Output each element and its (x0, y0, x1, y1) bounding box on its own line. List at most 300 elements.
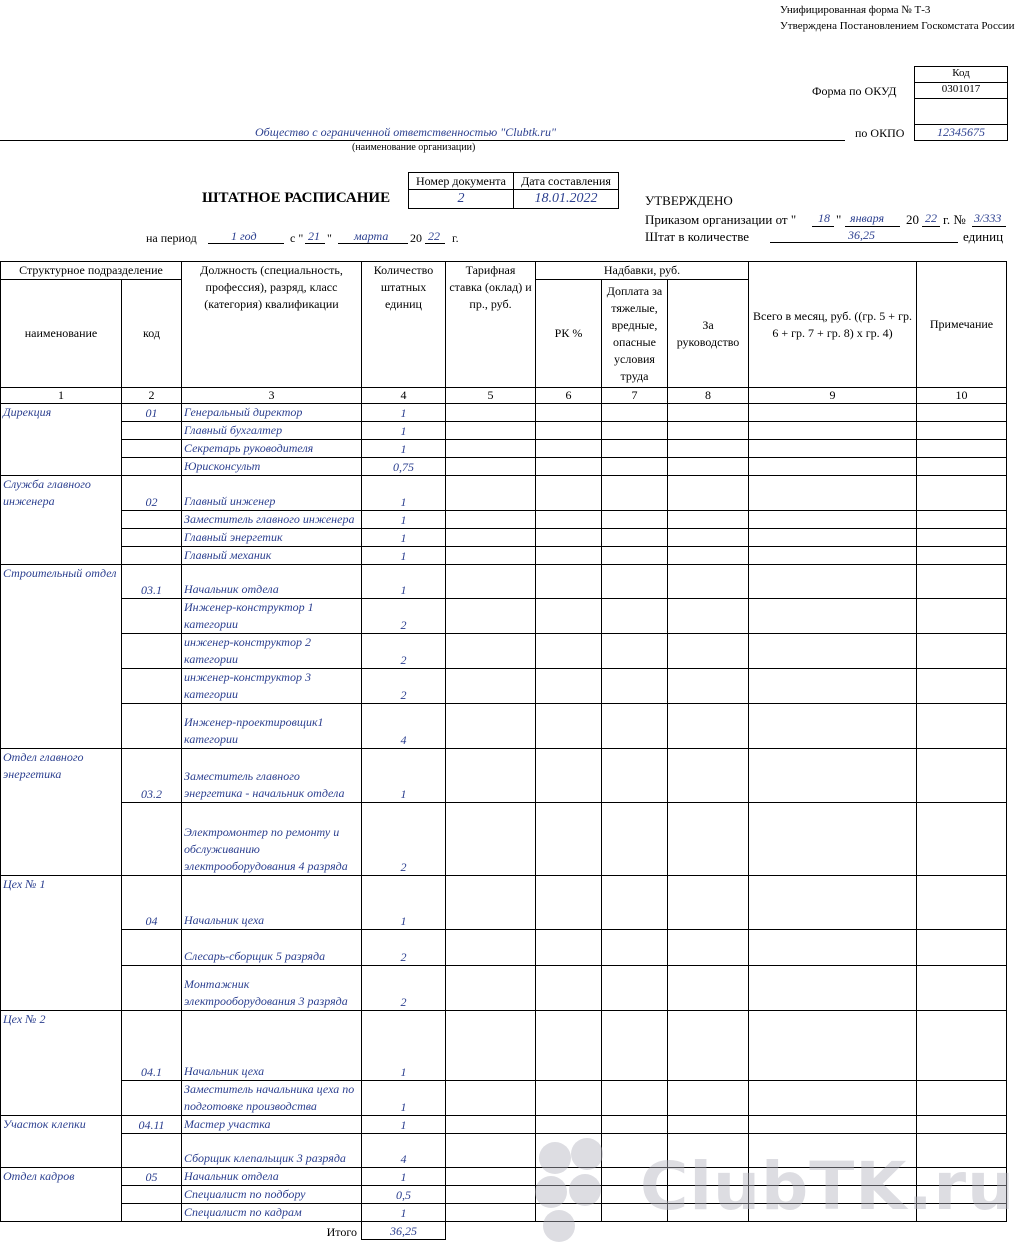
position-name: Секретарь руководителя (182, 440, 362, 458)
th-position: Должность (специальность, профессия), разряд, класс (категория) квалификации (182, 262, 362, 388)
col-num: 8 (668, 388, 749, 404)
empty-cell (749, 422, 917, 440)
empty-cell (536, 966, 602, 1011)
page-title: ШТАТНОЕ РАСПИСАНИЕ (202, 190, 391, 206)
year-prefix: 20 (410, 231, 422, 245)
empty-cell (602, 458, 668, 476)
table-row (1, 966, 1007, 1011)
empty-cell (668, 669, 749, 704)
empty-cell (446, 547, 536, 565)
staff-count: 1 (362, 1168, 446, 1186)
empty-cell (536, 440, 602, 458)
order-num-value: 3/333 (974, 211, 1002, 225)
position-name: Слесарь-сборщик 5 разряда (182, 930, 362, 966)
dept-code (122, 1186, 182, 1204)
dept-code (122, 634, 182, 669)
empty-cell (749, 749, 917, 803)
empty-cell (917, 966, 1007, 1011)
empty-cell (602, 704, 668, 749)
order-quote: " (836, 212, 842, 227)
empty-cell (536, 669, 602, 704)
col-num: 3 (182, 388, 362, 404)
empty-cell (668, 529, 749, 547)
empty-cell (668, 599, 749, 634)
empty-cell (536, 634, 602, 669)
empty-cell (749, 1116, 917, 1134)
dept-code (122, 704, 182, 749)
empty-cell (536, 547, 602, 565)
staff-count: 1 (362, 1081, 446, 1116)
empty-cell (536, 599, 602, 634)
empty-cell (749, 930, 917, 966)
empty-cell (749, 704, 917, 749)
org-underline (0, 140, 845, 141)
dept-code: 01 (122, 404, 182, 422)
empty-cell (536, 876, 602, 930)
empty-cell (446, 404, 536, 422)
empty-cell (446, 1116, 536, 1134)
col-num: 2 (122, 388, 182, 404)
empty-cell (749, 529, 917, 547)
dept-code (122, 1134, 182, 1168)
form-line1: Унифицированная форма № Т-3 (780, 4, 931, 16)
col-num: 5 (446, 388, 536, 404)
dept-code (122, 458, 182, 476)
okpo-label: по ОКПО (855, 126, 905, 140)
position-name: Инженер-проектировщик1 категории (182, 704, 362, 749)
staff-label: Штат в количестве (645, 229, 750, 244)
empty-cell (749, 599, 917, 634)
empty-cell (446, 749, 536, 803)
empty-cell (749, 565, 917, 599)
empty-cell (602, 1081, 668, 1116)
position-name: Заместитель начальника цеха по подготовке производства (182, 1081, 362, 1116)
year-underline (425, 243, 445, 244)
staff-count: 1 (362, 1116, 446, 1134)
table-row (1, 803, 1007, 876)
empty-cell (668, 476, 749, 511)
period-underline (208, 243, 284, 244)
position-name: Начальник отдела (182, 1168, 362, 1186)
empty-cell (446, 1186, 536, 1204)
th-note: Примечание (917, 262, 1007, 388)
empty-cell (602, 634, 668, 669)
empty-cell (536, 930, 602, 966)
empty-cell (917, 749, 1007, 803)
table-row (1, 422, 1007, 440)
position-name: Начальник цеха (182, 876, 362, 930)
order-month: января (850, 211, 885, 225)
empty-cell (446, 1011, 536, 1081)
dept-code: 04.11 (122, 1116, 182, 1134)
order-year-prefix: 20 (906, 212, 919, 227)
year-end: г. (452, 231, 459, 245)
dept-code (122, 1204, 182, 1222)
empty-cell (917, 704, 1007, 749)
dept-code: 03.2 (122, 749, 182, 803)
table-row (1, 930, 1007, 966)
table-row (1, 599, 1007, 634)
empty-cell (917, 565, 1007, 599)
empty-cell (536, 565, 602, 599)
dept-code (122, 930, 182, 966)
position-name: Заместитель главного инженера (182, 511, 362, 529)
position-name: Специалист по подбору (182, 1186, 362, 1204)
okud-value: 0301017 (914, 82, 1008, 99)
th-allowances: Надбавки, руб. (536, 262, 749, 280)
empty-cell (668, 440, 749, 458)
empty-cell (602, 440, 668, 458)
dept-code: 02 (122, 476, 182, 511)
empty-cell (749, 440, 917, 458)
empty-cell (446, 1204, 536, 1222)
position-name: Главный энергетик (182, 529, 362, 547)
position-name: Заместитель главного энергетика - начальник отдела (182, 749, 362, 803)
staff-count: 4 (362, 704, 446, 749)
position-name: Электромонтер по ремонту и обслуживанию электрооборудования 4 разряда (182, 803, 362, 876)
total-label: Итого (326, 1224, 357, 1239)
col-num: 6 (536, 388, 602, 404)
empty-cell (917, 1011, 1007, 1081)
position-name: Начальник отдела (182, 565, 362, 599)
empty-cell (917, 930, 1007, 966)
empty-cell (749, 966, 917, 1011)
th-dept: Структурное подразделение (1, 262, 182, 280)
empty-cell (749, 511, 917, 529)
table-row (1, 404, 1007, 422)
empty-cell (668, 547, 749, 565)
empty-cell (749, 876, 917, 930)
empty-cell (917, 599, 1007, 634)
empty-cell (668, 404, 749, 422)
table-row (1, 1081, 1007, 1116)
empty-cell (917, 876, 1007, 930)
empty-cell (446, 803, 536, 876)
empty-cell (446, 529, 536, 547)
empty-cell (917, 547, 1007, 565)
th-hazard: Доплата за тяжелые, вредные, опасные условия труда (602, 280, 668, 388)
dept-name: Цех № 2 (1, 1011, 122, 1116)
empty-cell (446, 876, 536, 930)
staff-count: 0,5 (362, 1186, 446, 1204)
dept-name: Строительный отдел (1, 565, 122, 749)
staff-count: 2 (362, 634, 446, 669)
position-name: Сборщик клепальщик 3 разряда (182, 1134, 362, 1168)
position-name: Мастер участка (182, 1116, 362, 1134)
order-year-suffix: 22 (925, 211, 937, 225)
staff-count: 2 (362, 930, 446, 966)
empty-cell (668, 704, 749, 749)
empty-cell (917, 440, 1007, 458)
staff-count: 1 (362, 876, 446, 930)
doc-num-value: 2 (409, 190, 514, 209)
order-day-underline (812, 226, 834, 227)
empty-cell (668, 749, 749, 803)
table-row (1, 440, 1007, 458)
table-row (1, 565, 1007, 599)
dept-code (122, 599, 182, 634)
empty-cell (446, 966, 536, 1011)
empty-cell (602, 930, 668, 966)
order-label: Приказом организации от " (645, 212, 797, 227)
dept-code (122, 440, 182, 458)
dept-code: 05 (122, 1168, 182, 1186)
from-label: с " (290, 231, 304, 245)
approved-label: УТВЕРЖДЕНО (645, 193, 733, 208)
from-quote: " (327, 231, 332, 245)
empty-cell (917, 511, 1007, 529)
empty-cell (446, 599, 536, 634)
column-numbers (1, 388, 1007, 404)
empty-cell (602, 547, 668, 565)
dept-code: 04 (122, 876, 182, 930)
empty-cell (446, 511, 536, 529)
code-box-empty (914, 98, 1008, 125)
empty-cell (668, 634, 749, 669)
empty-cell (749, 476, 917, 511)
th-dept-code: код (122, 280, 182, 388)
empty-cell (749, 803, 917, 876)
doc-date-value: 18.01.2022 (514, 190, 619, 209)
empty-cell (668, 966, 749, 1011)
empty-cell (602, 599, 668, 634)
position-name: Главный механик (182, 547, 362, 565)
th-management: За руководство (668, 280, 749, 388)
order-year-underline (922, 226, 940, 227)
empty-cell (668, 565, 749, 599)
org-name: Общество с ограниченной ответственностью "Clubtk.ru" (255, 125, 556, 139)
empty-cell (917, 458, 1007, 476)
staff-value: 36,25 (848, 228, 875, 242)
col-num: 7 (602, 388, 668, 404)
empty-cell (536, 803, 602, 876)
position-name: Генеральный директор (182, 404, 362, 422)
th-rate: Тарифная ставка (оклад) и пр., руб. (446, 262, 536, 388)
dept-name: Отдел главного энергетика (1, 749, 122, 876)
col-num: 10 (917, 388, 1007, 404)
table-row (1, 634, 1007, 669)
order-num-label: г. № (943, 212, 966, 227)
empty-cell (917, 529, 1007, 547)
form-line2: Утверждена Постановлением Госкомстата России (780, 20, 1015, 32)
table-body (1, 404, 1007, 1222)
order-day: 18 (818, 211, 830, 225)
staff-count: 1 (362, 1204, 446, 1222)
from-day-underline (305, 243, 325, 244)
dept-name: Дирекция (1, 404, 122, 476)
empty-cell (917, 669, 1007, 704)
staff-count: 1 (362, 749, 446, 803)
empty-cell (446, 476, 536, 511)
year-suffix: 22 (428, 229, 440, 243)
staff-count: 1 (362, 476, 446, 511)
staff-count: 4 (362, 1134, 446, 1168)
empty-cell (536, 476, 602, 511)
table-row (1, 749, 1007, 803)
dept-code (122, 511, 182, 529)
empty-cell (536, 458, 602, 476)
dept-code (122, 422, 182, 440)
watermark-text: ClubTK.ru (640, 1148, 1016, 1225)
doc-number-table (408, 172, 619, 209)
empty-cell (446, 440, 536, 458)
empty-cell (917, 422, 1007, 440)
empty-cell (917, 1081, 1007, 1116)
staff-count: 1 (362, 529, 446, 547)
position-name: Юрисконсульт (182, 458, 362, 476)
th-total: Всего в месяц, руб. ((гр. 5 + гр. 6 + гр. 7 + гр. 8) х гр. 4) (749, 262, 917, 388)
from-day: 21 (308, 229, 320, 243)
total-value: 36,25 (362, 1222, 446, 1240)
position-name: инженер-конструктор 2 категории (182, 634, 362, 669)
empty-cell (446, 458, 536, 476)
staff-count: 2 (362, 803, 446, 876)
staff-count: 2 (362, 669, 446, 704)
okpo-value: 12345675 (914, 124, 1008, 141)
empty-cell (536, 749, 602, 803)
staff-count: 2 (362, 599, 446, 634)
staff-count: 1 (362, 1011, 446, 1081)
empty-cell (668, 803, 749, 876)
empty-cell (749, 547, 917, 565)
table-row (1, 669, 1007, 704)
dept-code (122, 547, 182, 565)
empty-cell (446, 704, 536, 749)
empty-cell (668, 1081, 749, 1116)
empty-cell (917, 634, 1007, 669)
table-row (1, 511, 1007, 529)
empty-cell (446, 1168, 536, 1186)
dept-name: Отдел кадров (1, 1168, 122, 1222)
position-name: Главный инженер (182, 476, 362, 511)
empty-cell (602, 669, 668, 704)
empty-cell (602, 529, 668, 547)
empty-cell (602, 422, 668, 440)
table-row (1, 876, 1007, 930)
staff-count: 1 (362, 422, 446, 440)
form-header (780, 2, 1020, 34)
dept-code (122, 966, 182, 1011)
org-caption: (наименование организации) (352, 142, 476, 153)
empty-cell (602, 876, 668, 930)
col-num: 4 (362, 388, 446, 404)
empty-cell (749, 1011, 917, 1081)
position-name: Специалист по кадрам (182, 1204, 362, 1222)
staff-count: 1 (362, 404, 446, 422)
empty-cell (917, 803, 1007, 876)
dept-code (122, 529, 182, 547)
code-label: Код (914, 66, 1008, 83)
table-row (1, 547, 1007, 565)
col-num: 9 (749, 388, 917, 404)
empty-cell (668, 930, 749, 966)
staff-underline (770, 242, 958, 243)
empty-cell (536, 422, 602, 440)
empty-cell (749, 669, 917, 704)
table-row (1, 529, 1007, 547)
th-dept-name: наименование (1, 280, 122, 388)
doc-num-label: Номер документа (409, 173, 514, 190)
empty-cell (536, 404, 602, 422)
okud-label: Форма по ОКУД (812, 84, 897, 98)
empty-cell (446, 422, 536, 440)
empty-cell (602, 803, 668, 876)
dept-code: 03.1 (122, 565, 182, 599)
empty-cell (749, 458, 917, 476)
dept-name: Служба главного инженера (1, 476, 122, 565)
empty-cell (602, 966, 668, 1011)
th-rk: РК % (536, 280, 602, 388)
order-num-underline (972, 226, 1006, 227)
dept-name: Цех № 1 (1, 876, 122, 1011)
period-value: 1 год (231, 229, 257, 243)
empty-cell (446, 669, 536, 704)
position-name: Монтажник электрооборудования 3 разряда (182, 966, 362, 1011)
dept-code (122, 669, 182, 704)
clubtk-logo-icon (525, 1128, 645, 1248)
col-num: 1 (1, 388, 122, 404)
empty-cell (536, 1011, 602, 1081)
period-label: на период (146, 231, 197, 245)
empty-cell (536, 511, 602, 529)
empty-cell (917, 404, 1007, 422)
staff-table (0, 261, 1007, 1240)
empty-cell (917, 476, 1007, 511)
empty-cell (668, 458, 749, 476)
empty-cell (446, 565, 536, 599)
table-row (1, 704, 1007, 749)
doc-date-label: Дата составления (514, 173, 619, 190)
empty-cell (446, 930, 536, 966)
table-row (1, 476, 1007, 511)
empty-cell (536, 1081, 602, 1116)
empty-cell (749, 1081, 917, 1116)
staff-count: 1 (362, 440, 446, 458)
empty-cell (602, 749, 668, 803)
staff-count: 1 (362, 511, 446, 529)
th-count: Количество штатных единиц (362, 262, 446, 388)
empty-cell (602, 511, 668, 529)
empty-cell (446, 1081, 536, 1116)
order-month-underline (845, 226, 900, 227)
empty-cell (749, 404, 917, 422)
empty-cell (602, 476, 668, 511)
empty-cell (668, 1116, 749, 1134)
empty-cell (917, 1116, 1007, 1134)
empty-cell (668, 422, 749, 440)
empty-cell (602, 1011, 668, 1081)
empty-cell (602, 565, 668, 599)
empty-cell (668, 511, 749, 529)
dept-code (122, 1081, 182, 1116)
empty-cell (668, 1011, 749, 1081)
from-month-underline (338, 243, 408, 244)
empty-cell (536, 704, 602, 749)
staff-count: 1 (362, 547, 446, 565)
table-row (1, 1011, 1007, 1081)
empty-cell (446, 634, 536, 669)
staff-count: 2 (362, 966, 446, 1011)
from-month: марта (354, 229, 389, 243)
empty-cell (749, 634, 917, 669)
staff-count: 0,75 (362, 458, 446, 476)
staff-count: 1 (362, 565, 446, 599)
dept-name: Участок клепки (1, 1116, 122, 1168)
empty-cell (668, 876, 749, 930)
position-name: Главный бухгалтер (182, 422, 362, 440)
dept-code: 04.1 (122, 1011, 182, 1081)
table-row (1, 1116, 1007, 1134)
